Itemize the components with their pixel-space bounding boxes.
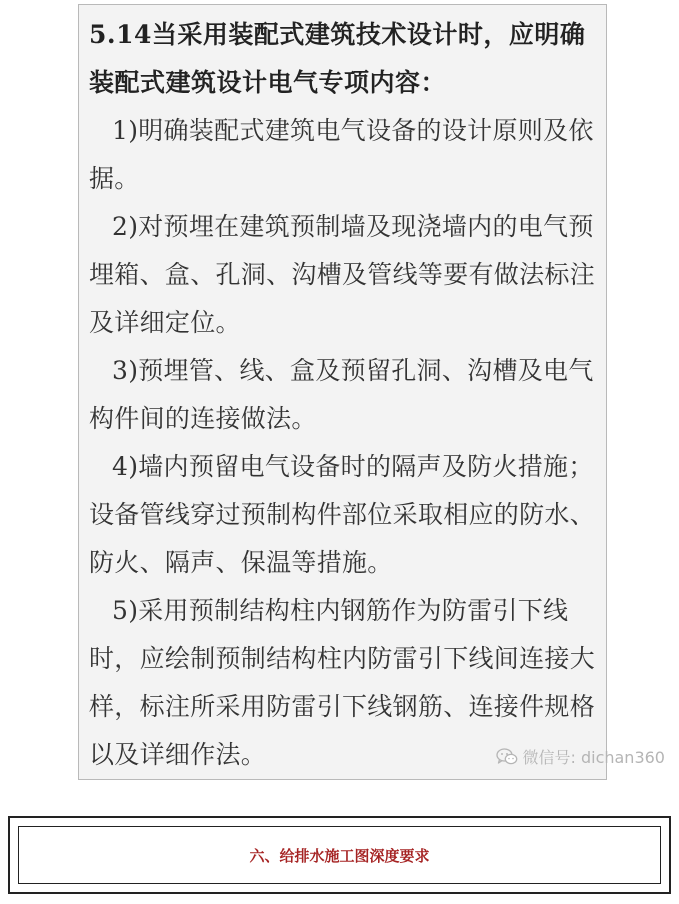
watermark-text: 微信号: dichan360 bbox=[522, 748, 665, 767]
spec-item-1: 1)明确装配式建筑电气设备的设计原则及依据。 bbox=[89, 116, 594, 193]
section-banner bbox=[8, 816, 671, 894]
section-banner-inner bbox=[18, 826, 661, 884]
section-title: 六、给排水施工图深度要求 bbox=[249, 846, 430, 865]
wechat-icon bbox=[496, 748, 518, 766]
spec-item-2: 2)对预埋在建筑预制墙及现浇墙内的电气预埋箱、盒、孔洞、沟槽及管线等要有做法标注及详细定位。 bbox=[89, 212, 596, 337]
spec-item-5: 5)采用预制结构柱内钢筋作为防雷引下线时，应绘制预制结构柱内防雷引下线间连接大样，标注所采用防雷引下线钢筋、连接件规格以及详细作法。 bbox=[89, 596, 596, 769]
spec-item-4: 4)墙内预留电气设备时的隔声及防火措施；设备管线穿过预制构件部位采取相应的防水、防火、隔声、保温等措施。 bbox=[89, 452, 596, 577]
spec-item-3: 3)预埋管、线、盒及预留孔洞、沟槽及电气构件间的连接做法。 bbox=[89, 356, 594, 433]
watermark bbox=[496, 745, 665, 768]
spec-text-box bbox=[78, 4, 607, 780]
spec-heading: 5.14当采用装配式建筑技术设计时，应明确装配式建筑设计电气专项内容： bbox=[89, 20, 586, 97]
